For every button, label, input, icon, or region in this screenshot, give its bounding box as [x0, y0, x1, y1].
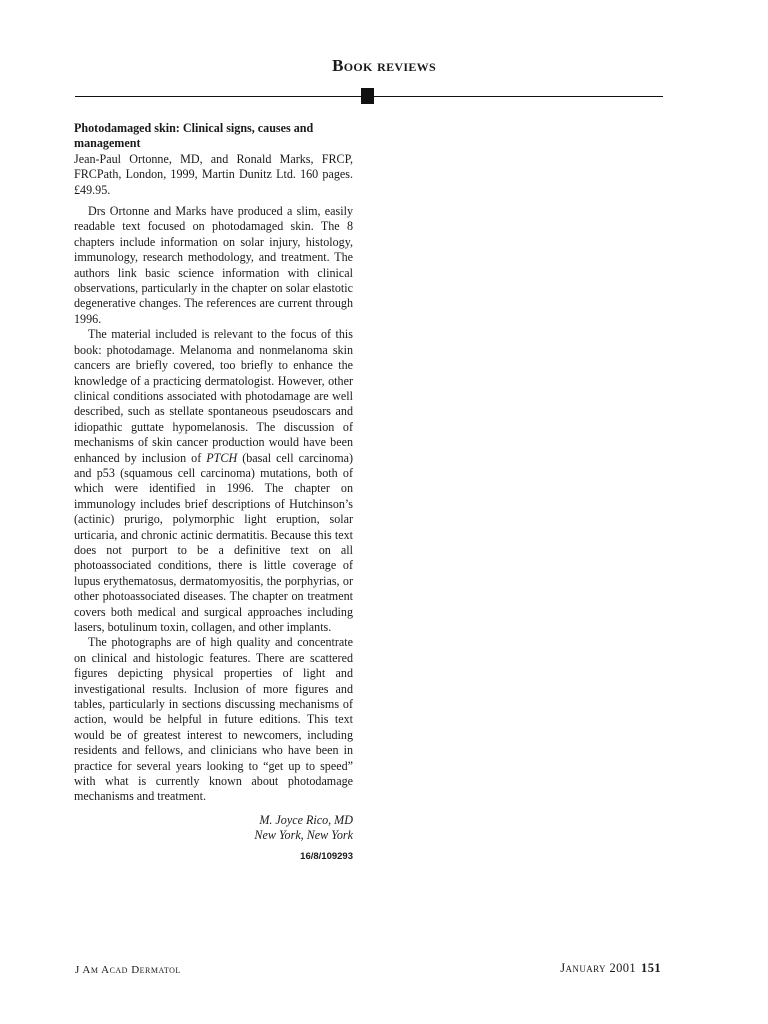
book-title: Photodamaged skin: Clinical signs, causes and management	[74, 121, 314, 151]
review-paragraph-3: The photographs are of high quality and concentrate on clinical and histologic features. There are scattered figures depicting physical properties of light and investigational results. Inclusion of more figures and tables, particularly in sections discussing mechanisms of action, would be helpful in future editions. This text would be of greatest interest to newcomers, including residents and fellows, and clinicians who have been in practice for several years looking to “get up to speed” with what is currently known about photodamage mechanisms and treatment.	[74, 635, 353, 804]
issue-date: January 2001	[560, 961, 637, 975]
review-paragraph-1: Drs Ortonne and Marks have produced a slim, easily readable text focused on photodamaged skin. The 8 chapters include information on solar injury, histology, immunology, research methodology, and treatment. The authors link basic science information with clinical observations, particularly in the chapter on solar elastotic degenerative changes. The references are current through 1996.	[74, 204, 353, 326]
footer-issue	[560, 961, 661, 976]
reviewer-name: M. Joyce Rico, MD	[259, 812, 353, 827]
journal-name: J Am Acad Dermatol	[75, 964, 181, 976]
review-column	[74, 121, 353, 864]
header-rule-marker	[361, 88, 374, 104]
reviewer-location: New York, New York	[254, 828, 353, 843]
review-paragraph-2: The material included is relevant to the focus of this book: photodamage. Melanoma and nonmelanoma skin cancers are briefly covered, too briefly to enhance the knowledge of a practicing dermatologist. However, other clinical conditions associated with photodamage are well described, such as stellate spontaneous pseudoscars and idiopathic guttate hypomelanosis. The discussion of mechanisms of skin cancer production would have been enhanced by inclusion of PTCH (basal cell carcinoma) and p53 (squamous cell carcinoma) mutations, both of which were identified in 1996. The chapter on immunology includes brief descriptions of Hutchinson’s (actinic) prurigo, polymorphic light eruption, solar urticaria, and chronic actinic dermatitis. Because this text does not purport to be a definitive text on all photoassociated conditions, there is little coverage of lupus erythematosus, dermatomyositis, the porphyrias, or other photoassociated diseases. The chapter on treatment covers both medical and surgical approaches including lasers, botulinum toxin, collagen, and other implants.	[74, 327, 353, 634]
manuscript-code: 16/8/109293	[300, 850, 353, 862]
book-meta: Jean-Paul Ortonne, MD, and Ronald Marks, FRCP, FRCPath, London, 1999, Martin Dunitz Ltd. 160 pages. £49.95.	[74, 151, 353, 197]
reviewer-signature	[74, 813, 353, 844]
section-title: Book reviews	[332, 56, 436, 75]
page-number: 151	[641, 961, 661, 975]
gene-name-italic: PTCH	[206, 450, 238, 465]
